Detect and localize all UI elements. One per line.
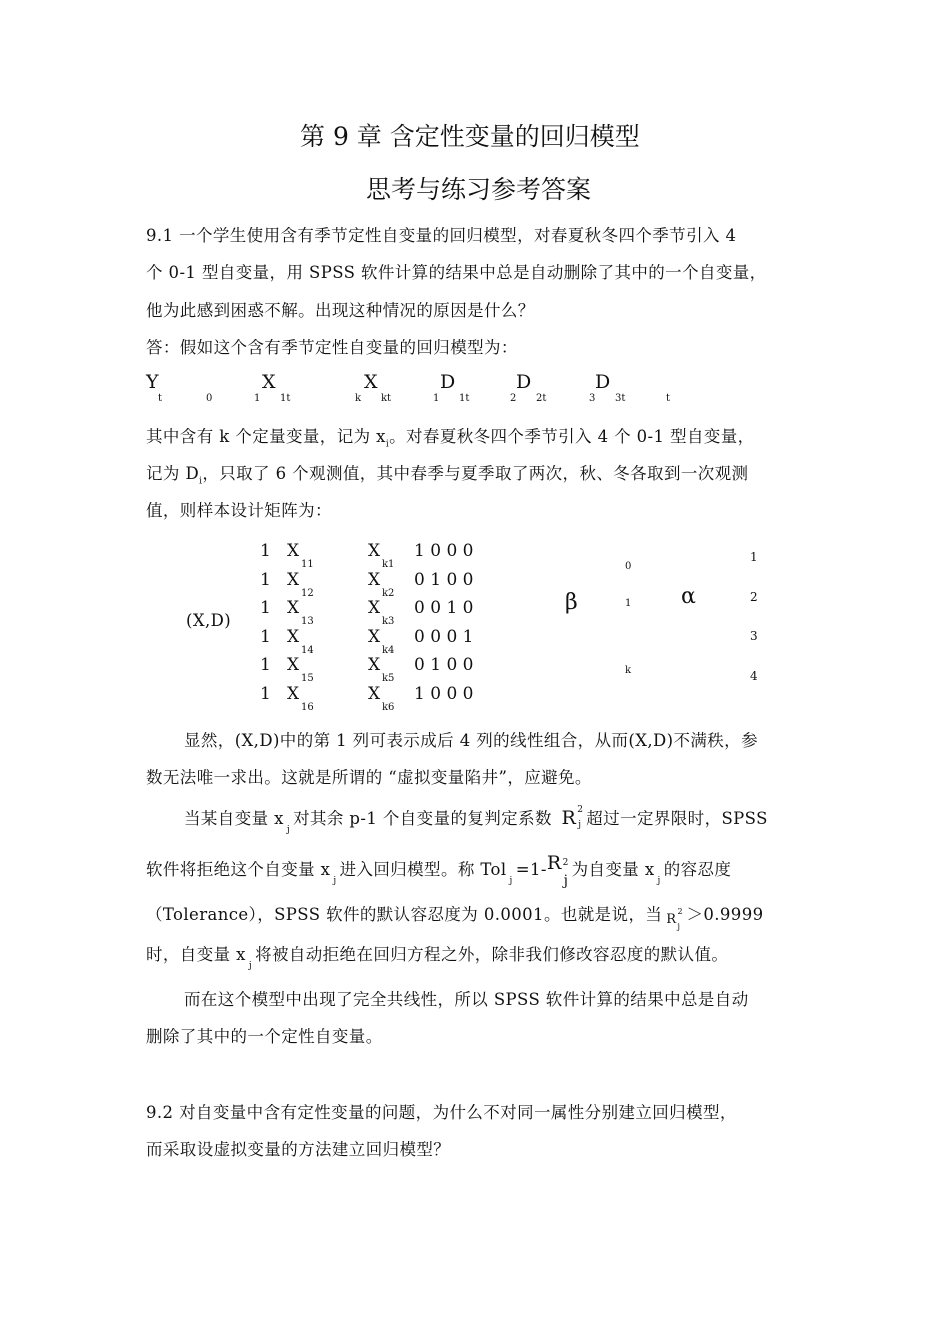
para2-line-2: 数无法唯一求出。这就是所谓的 “虚拟变量陷井”，应避免。 xyxy=(146,768,592,787)
model-sub: 1t xyxy=(459,393,470,404)
para3-text: =1- xyxy=(515,860,547,879)
matrix-cell-xk: X xyxy=(368,626,381,647)
matrix-cell-dummies: 1 0 0 0 xyxy=(414,541,474,561)
model-sub: t xyxy=(158,393,163,404)
matrix-cell-x1-sub: 11 xyxy=(301,559,314,570)
matrix-cell-dummies: 0 0 1 0 xyxy=(414,598,474,619)
para1-line-2 xyxy=(146,460,748,486)
sup-2: 2 xyxy=(677,907,683,916)
matrix-cell-xk-sub: k4 xyxy=(382,644,395,656)
model-symbol-Xk: X xyxy=(364,371,378,393)
para1-text-c: 记为 D xyxy=(146,464,200,483)
matrix-cell-xk-sub: k1 xyxy=(382,559,395,570)
matrix-cell-x1-sub: 12 xyxy=(301,587,314,599)
model-sub: 3t xyxy=(615,393,626,404)
para3-line-3 xyxy=(146,901,764,931)
alpha-index: 4 xyxy=(750,669,758,683)
beta-symbol: β xyxy=(565,590,578,615)
para3-line-1 xyxy=(184,805,768,835)
para3-text: 进入回归模型。称 Tol xyxy=(339,860,507,879)
matrix-cell-one: 1 xyxy=(260,655,271,676)
para3-text: 软件将拒绝这个自变量 x xyxy=(146,860,331,879)
para3-text: 时，自变量 x xyxy=(146,945,246,964)
q91-line-3: 他为此感到困惑不解。出现这种情况的原因是什么？ xyxy=(146,301,535,320)
model-symbol-Y: Y xyxy=(146,371,159,393)
para4-line-1: 而在这个模型中出现了完全共线性，所以 SPSS 软件计算的结果中总是自动 xyxy=(184,990,749,1009)
alpha-index: 2 xyxy=(750,590,758,604)
sub-j: j xyxy=(563,873,569,889)
alpha-symbol: α xyxy=(681,584,696,609)
model-symbol-D2: D xyxy=(516,371,532,393)
matrix-cell-one: 1 xyxy=(260,569,271,590)
matrix-cell-dummies: 0 1 0 0 xyxy=(414,655,474,676)
matrix-cell-xk: X xyxy=(368,541,381,561)
matrix-cell-x1-sub: 15 xyxy=(301,673,314,685)
matrix-cell-x1: X xyxy=(287,626,300,647)
matrix-cell-xk-sub: k2 xyxy=(382,587,395,599)
matrix-cell-xk: X xyxy=(368,684,381,704)
question-9-2-line-1: 9.2 对自变量中含有定性变量的问题，为什么不对同一属性分别建立回归模型， xyxy=(146,1103,737,1122)
beta-index: 1 xyxy=(625,598,632,609)
matrix-cell-x1: X xyxy=(287,598,300,619)
model-symbol-X1: X xyxy=(262,371,276,393)
model-sub: 3 xyxy=(589,393,596,404)
matrix-cell-x1: X xyxy=(287,541,300,561)
para1-line-1 xyxy=(146,423,755,449)
alpha-index: 1 xyxy=(750,550,758,564)
sub-j: j xyxy=(578,820,582,830)
matrix-cell-dummies: 0 0 0 1 xyxy=(414,626,474,647)
matrix-cell-xk-sub: k3 xyxy=(382,616,395,628)
subscript-j: j xyxy=(286,825,291,835)
r-squared-scripts xyxy=(562,858,572,889)
para3-text: 为自变量 x xyxy=(571,860,655,879)
model-sub: kt xyxy=(381,393,392,404)
para1-sub-i: i xyxy=(385,439,390,450)
beta-index: 0 xyxy=(625,561,632,572)
matrix-cell-dummies: 1 0 0 0 xyxy=(414,684,474,704)
para1-text-b: 。对春夏秋冬四个季节引入 4 个 0-1 型自变量， xyxy=(389,427,755,446)
para3-text: 当某自变量 x xyxy=(184,809,284,828)
subscript-j: j xyxy=(509,876,513,886)
matrix-cell-xk-sub: k5 xyxy=(382,673,395,685)
para3-text: 将被自动拒绝在回归方程之外，除非我们修改容忍度的默认值。 xyxy=(255,945,729,964)
para1-text-d: ，只取了 6 个观测值，其中春季与夏季取了两次，秋、冬各取到一次观测 xyxy=(202,464,749,483)
matrix-label: (X,D) xyxy=(186,611,232,630)
model-sub: 1 xyxy=(254,393,261,404)
para1-sub-i2: i xyxy=(199,476,203,487)
matrix-cell-x1-sub: 16 xyxy=(301,702,314,713)
subscript-j: j xyxy=(657,876,661,886)
model-sub: 1 xyxy=(433,393,440,404)
matrix-cell-xk: X xyxy=(368,655,381,676)
para3-line-2 xyxy=(146,852,732,889)
matrix-cell-one: 1 xyxy=(260,598,271,619)
r-squared-scripts xyxy=(576,805,586,830)
subscript-j: j xyxy=(248,961,253,971)
section-subtitle: 思考与练习参考答案 xyxy=(366,175,592,204)
q91-line-1: 9.1 一个学生使用含有季节定性自变量的回归模型，对春夏秋冬四个季节引入 4 xyxy=(146,226,737,245)
sup-2: 2 xyxy=(577,805,584,815)
matrix-cell-dummies: 0 1 0 0 xyxy=(414,569,474,590)
r-squared-symbol: R xyxy=(666,912,677,927)
model-sub: 1t xyxy=(280,393,291,404)
r-squared-symbol: R xyxy=(561,807,577,829)
para3-text: 的容忍度 xyxy=(663,860,732,879)
matrix-cell-xk: X xyxy=(368,569,381,590)
model-sub: k xyxy=(355,393,362,404)
para3-text: ＞0.9999 xyxy=(686,905,764,924)
para3-text: 超过一定界限时，SPSS xyxy=(586,809,768,828)
alpha-index: 3 xyxy=(750,629,758,643)
para2-line-1: 显然，(X,D)中的第 1 列可表示成后 4 列的线性组合，从而(X,D)不满秩，参 xyxy=(184,731,758,750)
para3-text: （Tolerance），SPSS 软件的默认容忍度为 0.0001。也就是说，当 xyxy=(146,905,663,924)
chapter-title: 第 9 章 含定性变量的回归模型 xyxy=(300,122,640,151)
matrix-cell-x1: X xyxy=(287,684,300,704)
subscript-j: j xyxy=(333,876,337,886)
model-symbol-D1: D xyxy=(440,371,456,393)
matrix-cell-xk-sub: k6 xyxy=(382,702,395,713)
para1-text-a: 其中含有 k 个定量变量，记为 x xyxy=(146,427,386,446)
question-9-2-line-2: 而采取设虚拟变量的方法建立回归模型？ xyxy=(146,1140,451,1159)
matrix-cell-one: 1 xyxy=(260,626,271,647)
r-squared-scripts xyxy=(676,907,686,931)
model-sub: 2t xyxy=(536,393,547,404)
para3-line-4 xyxy=(146,941,729,971)
answer-intro: 答：假如这个含有季节定性自变量的回归模型为： xyxy=(146,338,518,357)
sup-2: 2 xyxy=(562,858,569,868)
para3-text: 对其余 p-1 个自变量的复判定系数 xyxy=(293,809,552,828)
para4-line-2: 删除了其中的一个定性自变量。 xyxy=(146,1027,383,1046)
matrix-cell-x1: X xyxy=(287,655,300,676)
matrix-cell-xk: X xyxy=(368,598,381,619)
beta-index: k xyxy=(625,665,632,676)
matrix-cell-one: 1 xyxy=(260,541,271,561)
para1-line-3: 值，则样本设计矩阵为： xyxy=(146,501,332,520)
model-sub: 2 xyxy=(510,393,517,404)
q91-line-2: 个 0-1 型自变量，用 SPSS 软件计算的结果中总是自动删除了其中的一个自变量， xyxy=(146,263,767,282)
matrix-cell-x1-sub: 13 xyxy=(301,616,314,628)
sub-j: j xyxy=(677,922,681,931)
matrix-cell-x1-sub: 14 xyxy=(301,644,314,656)
matrix-cell-one: 1 xyxy=(260,684,271,704)
r-squared-symbol: R xyxy=(546,852,562,874)
model-sub: 0 xyxy=(206,393,213,404)
matrix-cell-x1: X xyxy=(287,569,300,590)
model-sub: t xyxy=(666,393,671,404)
model-symbol-D3: D xyxy=(595,371,611,393)
